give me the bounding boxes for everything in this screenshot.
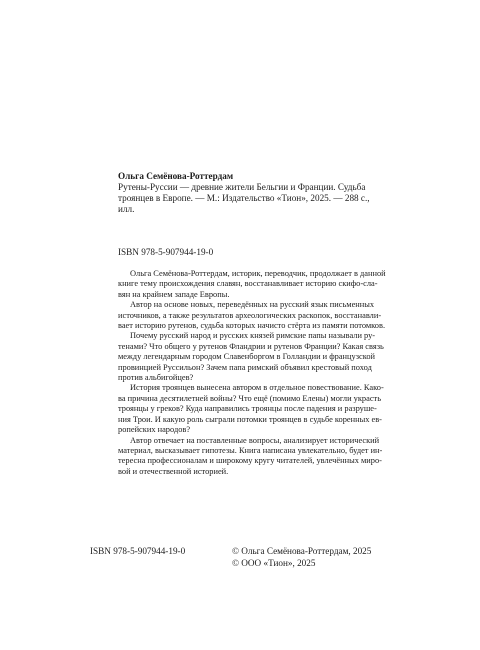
annotation-line: между легендарным городом Славенборгом в Голландии и французской [118,352,376,362]
isbn-top: ISBN 978-5-907944-19-0 [118,247,214,257]
annotation-line: Автор на основе новых, переведённых на русский язык письменных [130,300,375,310]
annotation-line: вает историю рутенов, судьба которых начисто стёрта из памяти потомков. [118,321,386,331]
annotation-line: провинцией Руссильон? Зачем папа римский объявил крестовый поход [118,362,372,372]
annotation-paragraph [118,435,383,478]
annotation-line: Ольга Семёнова-Роттердам, историк, переводчик, продолжает в данной [130,269,386,278]
annotation-line: ва причина десятилетней войны? Что ещё (помимо Елены) могли украсть [118,393,382,403]
bibliographic-line: Рутены-Русcии — древние жители Бельгии и Франции. Судьба [118,182,366,192]
annotation-paragraph [118,383,384,435]
annotation-line: вой и отечественной историей. [118,466,229,476]
annotation-line: источников, а также результатов археологических раскопок, восстанавли- [118,310,382,320]
annotation-line: тенами? Что общего у рутенов Фландрии и рутенов Франции? Какая связь [118,341,384,351]
annotation-line: Почему русский народ и русских князей римские папы называли ру- [130,331,376,341]
annotation-paragraph [118,269,386,300]
annotation [118,269,386,477]
annotation-line: История троянцев вынесена автором в отдельное повествование. Како- [130,383,384,393]
annotation-line: ния Трои. И какую роль сыграли потомки троянцев в судьбе коренных ев- [118,414,382,424]
copyright-block [232,545,371,569]
annotation-line: Автор отвечает на поставленные вопросы, анализирует исторический [130,435,380,445]
annotation-line: материал, высказывает гипотезы. Книга написана увлекательно, будет ин- [118,445,383,455]
copyright-line: © ООО «Тион», 2025 [232,558,316,568]
annotation-paragraph [118,331,384,383]
annotation-paragraph [118,300,386,331]
annotation-line: против альбигойцев? [118,373,194,383]
annotation-line: троянцы у греков? Куда направились троянцы после падения и разруше- [118,404,377,414]
bibliographic-line: троянцев в Европе. — М.: Издательство «Тион», 2025. — 288 с., [118,193,370,203]
annotation-line: тересна профессионалам и широкому кругу читателей, увлечённых миро- [118,456,382,466]
bibliographic-description [118,182,368,215]
isbn-bottom: ISBN 978-5-907944-19-0 [90,546,186,556]
copyright-line: © Ольга Семёнова-Роттердам, 2025 [232,546,372,556]
author-heading: Ольга Семёнова-Роттердам [118,171,234,181]
annotation-line: книге тему происхождения славян, восстанавливает историю скифо-сла- [118,279,378,289]
annotation-line: вян на крайнем западе Европы. [118,289,230,299]
bibliographic-line: илл. [118,204,135,214]
annotation-line: ропейских народов? [118,425,191,435]
